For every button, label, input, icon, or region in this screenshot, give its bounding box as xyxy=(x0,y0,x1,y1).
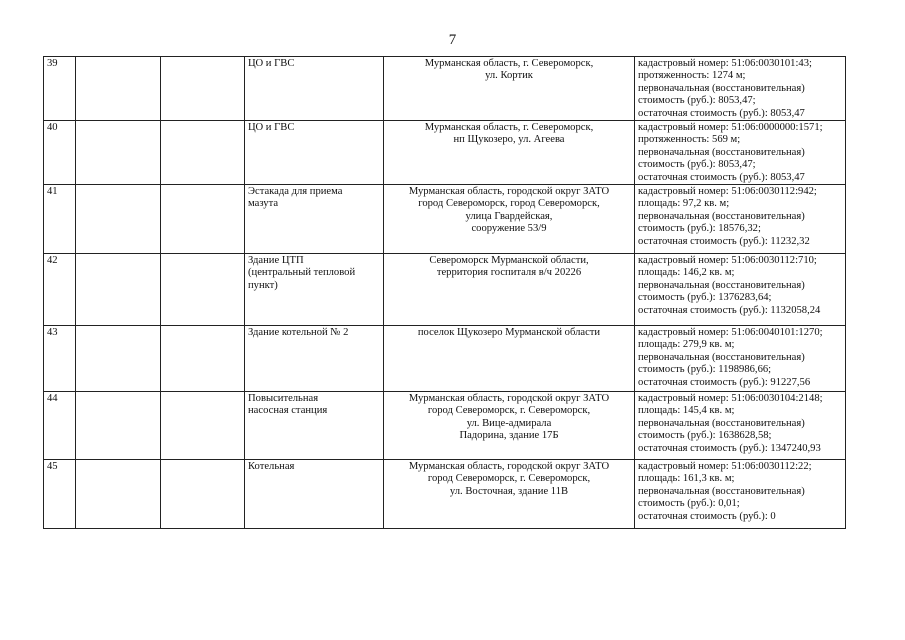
object-address xyxy=(384,254,635,326)
object-details xyxy=(635,121,846,185)
detail-line: остаточная стоимость (руб.): 1347240,93 xyxy=(638,442,821,454)
empty-cell xyxy=(161,460,245,529)
detail-line: стоимость (руб.): 1376283,64; xyxy=(638,292,772,304)
detail-line: остаточная стоимость (руб.): 8053,47 xyxy=(638,171,805,183)
address-line: Мурманская область, городской округ ЗАТО xyxy=(408,393,610,405)
detail-line: кадастровый номер: 51:06:0030112:710; xyxy=(638,255,817,267)
detail-line: площадь: 146,2 кв. м; xyxy=(638,267,735,279)
detail-line: первоначальная (восстановительная) xyxy=(638,417,805,429)
object-name-line: пункт) xyxy=(248,279,278,291)
detail-line: протяженность: 569 м; xyxy=(638,134,741,146)
detail-line: стоимость (руб.): 1638628,58; xyxy=(638,430,772,442)
table-row xyxy=(44,185,846,254)
detail-line: кадастровый номер: 51:06:0030112:22; xyxy=(638,461,812,473)
table-row xyxy=(44,121,846,185)
address-line: ул. Кортик xyxy=(485,70,533,82)
object-name-line: Здание котельной № 2 xyxy=(248,327,349,339)
object-address xyxy=(384,57,635,121)
object-name-line: Котельная xyxy=(248,461,295,473)
table-row xyxy=(44,392,846,460)
table-row xyxy=(44,254,846,326)
address-line: Падорина, здание 17Б xyxy=(459,430,559,442)
detail-line: стоимость (руб.): 8053,47; xyxy=(638,95,756,107)
empty-cell xyxy=(76,185,161,254)
detail-line: остаточная стоимость (руб.): 0 xyxy=(638,510,776,522)
object-address xyxy=(384,460,635,529)
address-line: Мурманская область, городской округ ЗАТО xyxy=(408,461,610,473)
detail-line: стоимость (руб.): 0,01; xyxy=(638,498,740,510)
object-details xyxy=(635,392,846,460)
object-address xyxy=(384,185,635,254)
row-number: 44 xyxy=(44,392,76,460)
row-number: 39 xyxy=(44,57,76,121)
object-name-line: ЦО и ГВС xyxy=(248,58,295,69)
address-line: город Североморск, город Североморск, xyxy=(418,198,600,210)
object-address xyxy=(384,326,635,392)
object-address xyxy=(384,392,635,460)
page-number: 7 xyxy=(448,32,457,48)
detail-line: кадастровый номер: 51:06:0030101:43; xyxy=(638,58,812,69)
empty-cell xyxy=(76,121,161,185)
detail-line: стоимость (руб.): 18576,32; xyxy=(638,223,761,235)
detail-line: стоимость (руб.): 1198986,66; xyxy=(638,364,772,376)
address-line: город Североморск, г. Североморск, xyxy=(427,473,591,485)
object-details xyxy=(635,57,846,121)
row-number: 42 xyxy=(44,254,76,326)
object-name xyxy=(245,121,384,185)
detail-line: кадастровый номер: 51:06:0030112:942; xyxy=(638,186,817,198)
object-details xyxy=(635,460,846,529)
object-details xyxy=(635,185,846,254)
object-name-line: (центральный тепловой xyxy=(248,267,356,279)
empty-cell xyxy=(161,392,245,460)
object-name-line: мазута xyxy=(248,198,279,210)
address-line: сооружение 53/9 xyxy=(471,223,547,235)
object-name-line: ЦО и ГВС xyxy=(248,122,295,134)
property-registry-table xyxy=(43,56,846,529)
object-address xyxy=(384,121,635,185)
detail-line: остаточная стоимость (руб.): 1132058,24 xyxy=(638,304,821,316)
registry-body xyxy=(44,57,846,529)
detail-line: первоначальная (восстановительная) xyxy=(638,82,805,94)
empty-cell xyxy=(161,326,245,392)
detail-line: первоначальная (восстановительная) xyxy=(638,485,805,497)
table-row xyxy=(44,57,846,121)
empty-cell xyxy=(76,254,161,326)
object-name xyxy=(245,57,384,121)
address-line: ул. Вице-адмирала xyxy=(466,417,552,429)
empty-cell xyxy=(161,185,245,254)
object-name xyxy=(245,326,384,392)
empty-cell xyxy=(76,460,161,529)
object-name-line: Здание ЦТП xyxy=(248,255,304,267)
object-name xyxy=(245,460,384,529)
address-line: Мурманская область, городской округ ЗАТО xyxy=(408,186,610,198)
address-line: ул. Восточная, здание 11В xyxy=(449,485,569,497)
empty-cell xyxy=(161,254,245,326)
object-details xyxy=(635,326,846,392)
table-row xyxy=(44,460,846,529)
row-number: 45 xyxy=(44,460,76,529)
detail-line: кадастровый номер: 51:06:0040101:1270; xyxy=(638,327,823,339)
detail-line: стоимость (руб.): 8053,47; xyxy=(638,159,756,171)
detail-line: остаточная стоимость (руб.): 8053,47 xyxy=(638,107,805,119)
table-row xyxy=(44,326,846,392)
detail-line: первоначальная (восстановительная) xyxy=(638,146,805,158)
address-line: Североморск Мурманской области, xyxy=(429,255,589,267)
empty-cell xyxy=(76,392,161,460)
detail-line: протяженность: 1274 м; xyxy=(638,70,746,82)
detail-line: площадь: 279,9 кв. м; xyxy=(638,339,735,351)
empty-cell xyxy=(76,57,161,121)
row-number: 41 xyxy=(44,185,76,254)
detail-line: площадь: 145,4 кв. м; xyxy=(638,405,735,417)
detail-line: остаточная стоимость (руб.): 91227,56 xyxy=(638,376,811,388)
object-name-line: насосная станция xyxy=(248,405,328,417)
address-line: улица Гвардейская, xyxy=(465,210,553,222)
address-line: Мурманская область, г. Североморск, xyxy=(424,58,594,69)
address-line: поселок Щукозеро Мурманской области xyxy=(417,327,601,339)
detail-line: кадастровый номер: 51:06:0000000:1571; xyxy=(638,122,823,134)
empty-cell xyxy=(161,121,245,185)
detail-line: площадь: 97,2 кв. м; xyxy=(638,198,730,210)
detail-line: площадь: 161,3 кв. м; xyxy=(638,473,735,485)
address-line: территория госпиталя в/ч 20226 xyxy=(436,267,582,279)
row-number: 43 xyxy=(44,326,76,392)
empty-cell xyxy=(161,57,245,121)
object-name xyxy=(245,185,384,254)
address-line: город Североморск, г. Североморск, xyxy=(427,405,591,417)
detail-line: остаточная стоимость (руб.): 11232,32 xyxy=(638,235,810,247)
object-name-line: Повысительная xyxy=(248,393,319,405)
detail-line: первоначальная (восстановительная) xyxy=(638,351,805,363)
detail-line: кадастровый номер: 51:06:0030104:2148; xyxy=(638,393,823,405)
address-line: Мурманская область, г. Североморск, xyxy=(424,122,594,134)
object-name xyxy=(245,254,384,326)
object-details xyxy=(635,254,846,326)
detail-line: первоначальная (восстановительная) xyxy=(638,210,805,222)
detail-line: первоначальная (восстановительная) xyxy=(638,279,805,291)
object-name xyxy=(245,392,384,460)
object-name-line: Эстакада для приема xyxy=(248,186,343,198)
address-line: нп Щукозеро, ул. Агеева xyxy=(453,134,565,146)
empty-cell xyxy=(76,326,161,392)
row-number: 40 xyxy=(44,121,76,185)
